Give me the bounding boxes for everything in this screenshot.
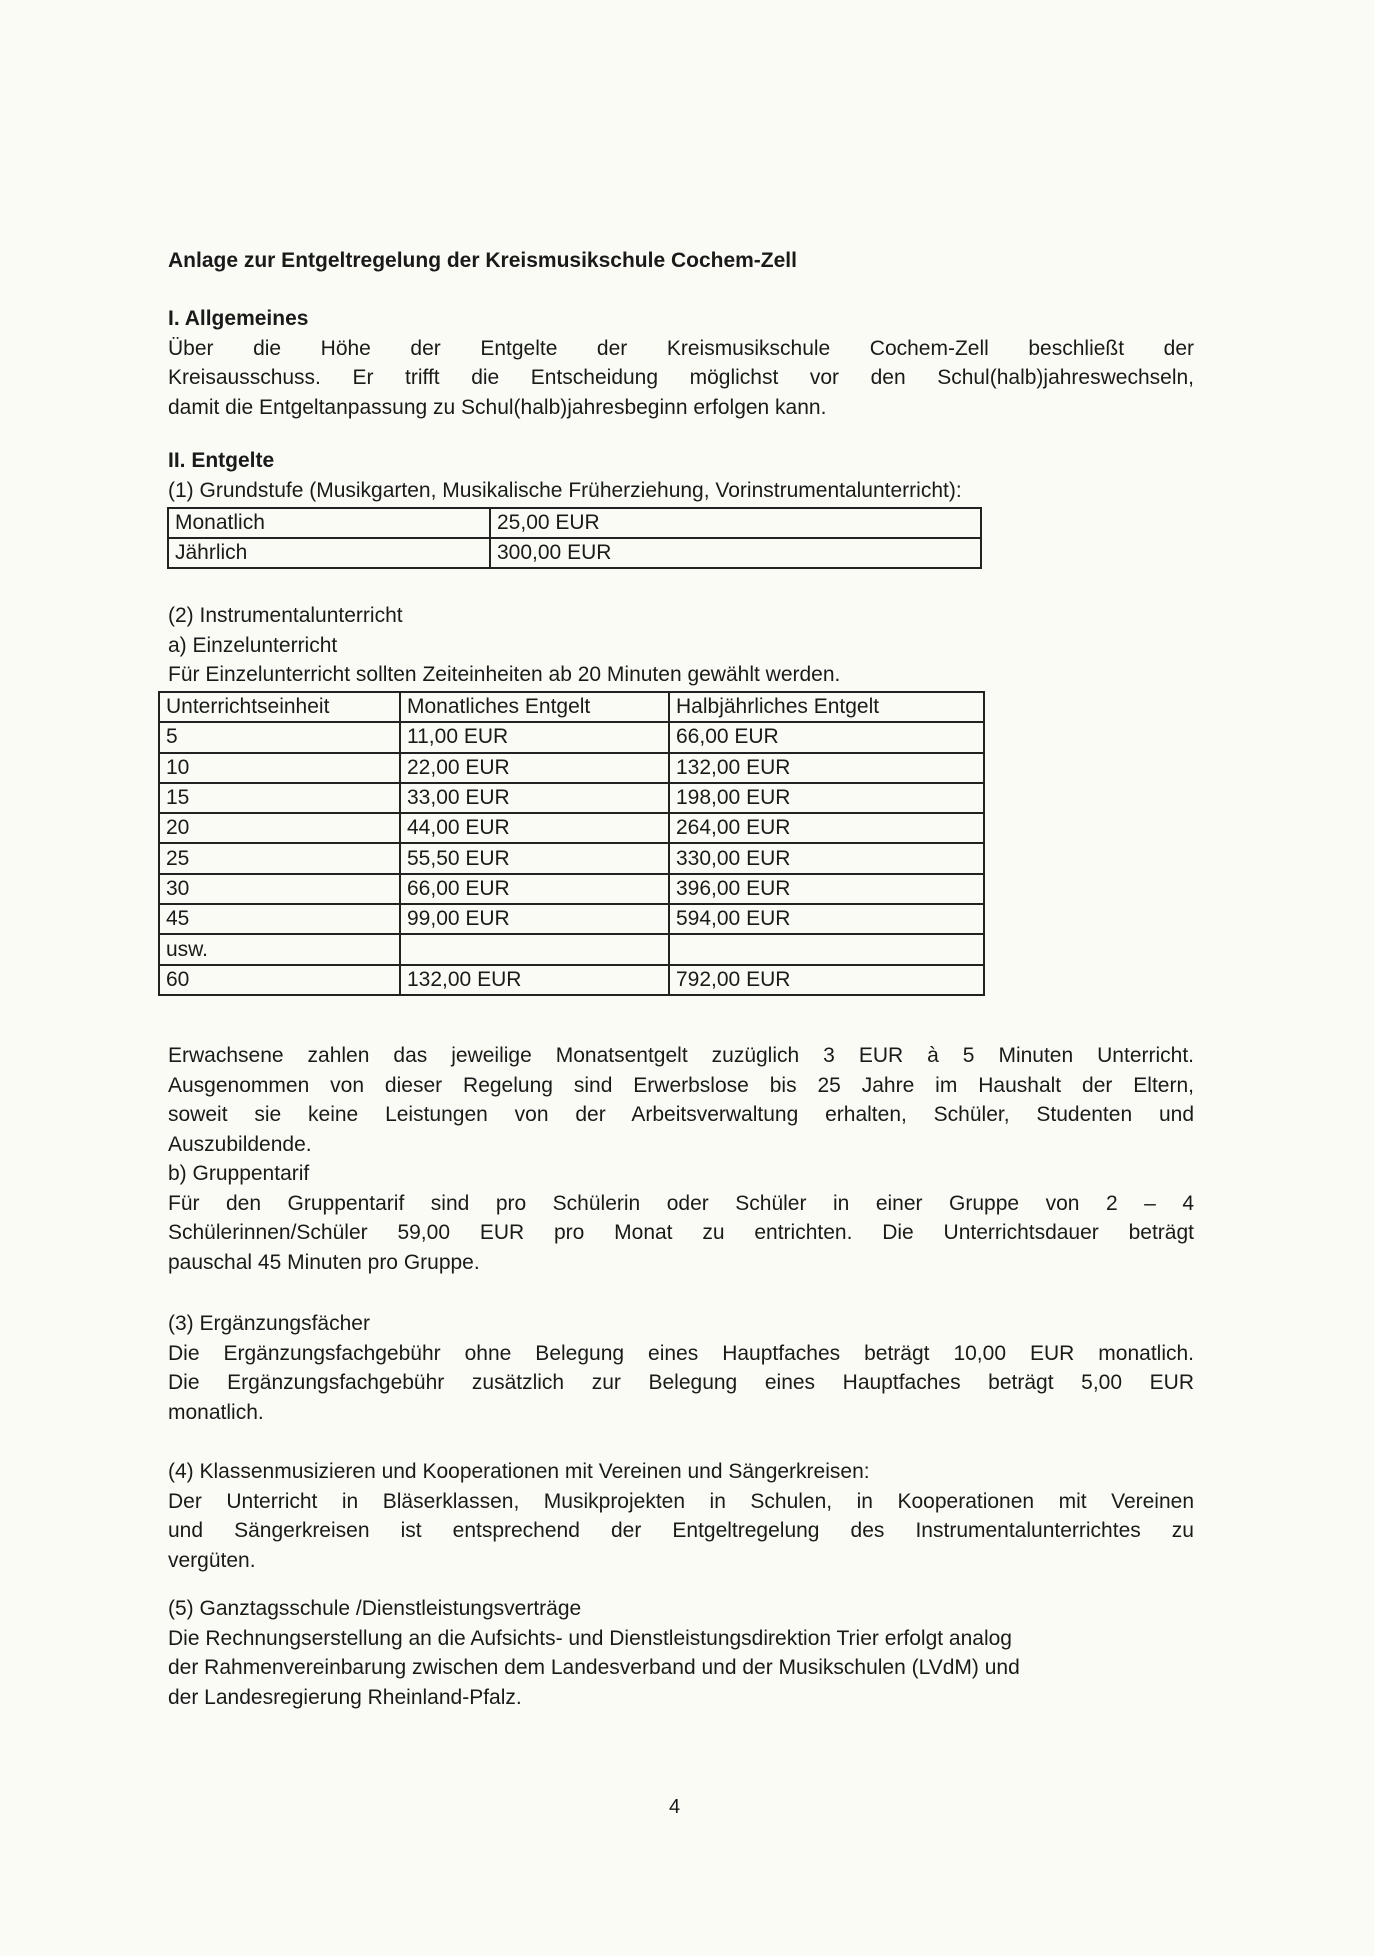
paragraph-line: Die Ergänzungsfachgebühr zusätzlich zur Belegung eines Hauptfaches beträgt 5,00 EUR [168,1371,1194,1394]
document-title: Anlage zur Entgeltregelung der Kreismusikschule Cochem-Zell [168,249,797,272]
table-cell: 11,00 EUR [400,722,669,752]
section-heading-entgelte: II. Entgelte [168,449,275,472]
table-cell: 30 [159,874,400,904]
table-cell: 132,00 EUR [400,965,669,995]
table-row [159,965,984,995]
table-cell [400,934,669,964]
table-cell: 198,00 EUR [669,783,984,813]
table-cell [669,934,984,964]
table-cell: 330,00 EUR [669,843,984,873]
paragraph-line: vergüten. [168,1548,256,1572]
table-row [159,934,984,964]
paragraph-line: der Landesregierung Rheinland-Pfalz. [168,1685,522,1709]
section-entgelte-header [168,446,1194,505]
paragraph-line: pauschal 45 Minuten pro Gruppe. [168,1250,480,1274]
table-cell: 99,00 EUR [400,904,669,934]
paragraph-line: Der Unterricht in Bläserklassen, Musikprojekten in Schulen, in Kooperationen mit Vereinen [168,1489,1194,1513]
klassen-label: (4) Klassenmusizieren und Kooperationen mit Vereinen und Sängerkreisen: [168,1460,870,1483]
einzelunterricht-table [158,691,985,996]
einzelunterricht-label: a) Einzelunterricht [168,633,338,657]
table-row [168,538,981,568]
paragraph-line: monatlich. [168,1400,264,1424]
grundstufe-label: (1) Grundstufe (Musikgarten, Musikalische Früherziehung, Vorinstrumentalunterricht): [168,478,962,502]
instrumental-header [168,601,1194,690]
section-ergaenzungsfaecher [168,1309,1194,1427]
column-header: Unterrichtseinheit [159,692,400,722]
table-cell: 25,00 EUR [490,508,981,538]
table-cell: 594,00 EUR [669,904,984,934]
section-ganztagsschule [168,1594,1194,1712]
column-header: Halbjährliches Entgelt [669,692,984,722]
table-row [168,508,981,538]
paragraph-line: Auszubildende. [168,1132,312,1156]
grundstufe-table [167,507,982,569]
paragraph-line: Kreisausschuss. Er trifft die Entscheidung möglichst vor den Schul(halb)jahreswechseln, [168,366,1194,389]
table-row [159,843,984,873]
instrumental-label: (2) Instrumentalunterricht [168,604,403,627]
table-cell: 55,50 EUR [400,843,669,873]
paragraph-line: und Sängerkreisen ist entsprechend der Entgeltregelung des Instrumentalunterrichtes zu [168,1519,1194,1542]
table-cell: 60 [159,965,400,995]
table-cell: usw. [159,934,400,964]
section-heading-allgemeines: I. Allgemeines [168,307,309,330]
ganztag-label: (5) Ganztagsschule /Dienstleistungsverträge [168,1597,582,1620]
paragraph-line: Die Rechnungserstellung an die Aufsichts- und Dienstleistungsdirektion Trier erfolgt analog [168,1626,1012,1650]
table-row [159,874,984,904]
column-header: Monatliches Entgelt [400,692,669,722]
table-cell: 25 [159,843,400,873]
paragraph-line: damit die Entgeltanpassung zu Schul(halb)jahresbeginn erfolgen kann. [168,395,827,419]
table-cell: 33,00 EUR [400,783,669,813]
table-cell: 66,00 EUR [669,722,984,752]
einzelunterricht-note: Für Einzelunterricht sollten Zeiteinheiten ab 20 Minuten gewählt werden. [168,663,841,686]
section-klassenmusizieren [168,1457,1194,1575]
table-cell: 44,00 EUR [400,813,669,843]
table-cell: 22,00 EUR [400,753,669,783]
table-cell: 15 [159,783,400,813]
gruppentarif-label: b) Gruppentarif [168,1162,310,1185]
paragraph-line: Ausgenommen von dieser Regelung sind Erwerbslose bis 25 Jahre im Haushalt der Eltern, [168,1073,1194,1097]
table-row [159,783,984,813]
paragraph-line: Die Ergänzungsfachgebühr ohne Belegung eines Hauptfaches beträgt 10,00 EUR monatlich. [168,1341,1194,1365]
adults-paragraph [168,1041,1194,1277]
paragraph-line: Für den Gruppentarif sind pro Schülerin oder Schüler in einer Gruppe von 2 – 4 [168,1191,1194,1215]
paragraph-line: Erwachsene zahlen das jeweilige Monatsentgelt zuzüglich 3 EUR à 5 Minuten Unterricht. [168,1044,1194,1067]
table-cell: 132,00 EUR [669,753,984,783]
table-row [159,904,984,934]
table-cell: 66,00 EUR [400,874,669,904]
table-row [159,722,984,752]
table-row [159,813,984,843]
paragraph-line: soweit sie keine Leistungen von der Arbeitsverwaltung erhalten, Schüler, Studenten und [168,1103,1194,1126]
table-cell: Jährlich [168,538,490,568]
table-cell: 300,00 EUR [490,538,981,568]
ergaenzung-label: (3) Ergänzungsfächer [168,1312,370,1335]
paragraph-line: Über die Höhe der Entgelte der Kreismusikschule Cochem-Zell beschließt der [168,336,1194,360]
page-number: 4 [669,1796,681,1818]
table-row [159,753,984,783]
table-cell: 10 [159,753,400,783]
table-cell: 45 [159,904,400,934]
paragraph-line: Schülerinnen/Schüler 59,00 EUR pro Monat zu entrichten. Die Unterrichtsdauer beträgt [168,1221,1194,1244]
table-cell: 396,00 EUR [669,874,984,904]
table-cell: 264,00 EUR [669,813,984,843]
table-header-row [159,692,984,722]
table-cell: 5 [159,722,400,752]
table-cell: Monatlich [168,508,490,538]
table-cell: 20 [159,813,400,843]
paragraph-line: der Rahmenvereinbarung zwischen dem Landesverband und der Musikschulen (LVdM) und [168,1656,1020,1679]
table-cell: 792,00 EUR [669,965,984,995]
section-allgemeines [168,304,1194,422]
